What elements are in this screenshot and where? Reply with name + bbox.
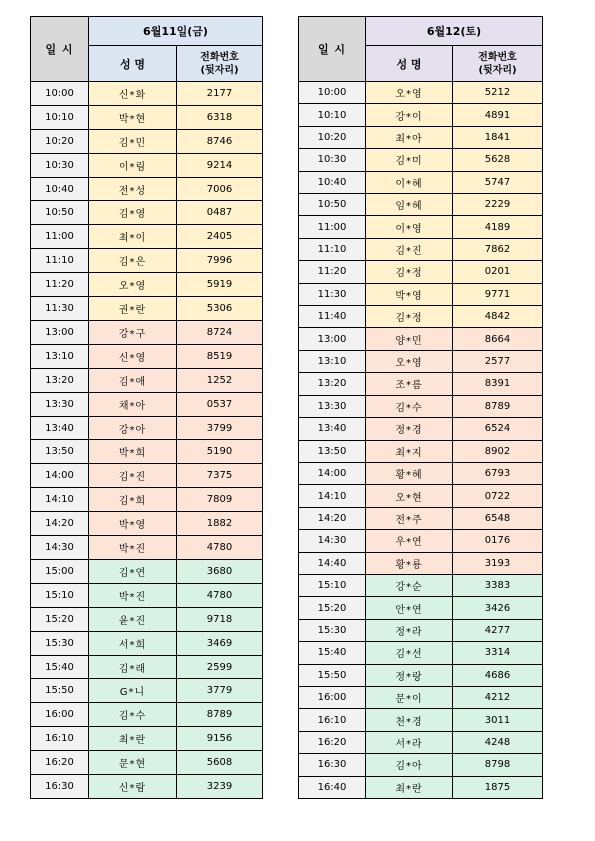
time-cell: 14:20 (299, 508, 365, 529)
time-cell: 14:30 (299, 530, 365, 551)
phone-cell: 4189 (453, 216, 542, 237)
phone-cell: 8664 (453, 328, 542, 349)
name-cell: 김*아 (366, 754, 452, 775)
time-cell: 10:50 (31, 201, 88, 224)
name-cell: 박*영 (366, 284, 452, 305)
time-cell: 10:10 (299, 104, 365, 125)
time-cell: 14:00 (299, 463, 365, 484)
name-cell: 오*영 (89, 273, 176, 296)
name-cell: 문*이 (366, 687, 452, 708)
time-cell: 15:40 (299, 642, 365, 663)
phone-cell: 1875 (453, 777, 542, 798)
name-cell: 김*진 (366, 239, 452, 260)
phone-header-line2: (뒷자리) (200, 64, 239, 76)
time-cell: 11:10 (31, 249, 88, 272)
time-cell: 15:30 (299, 620, 365, 641)
name-cell: 황*룡 (366, 553, 452, 574)
time-cell: 15:10 (31, 584, 88, 607)
phone-cell: 7375 (177, 464, 262, 487)
name-cell: 서*라 (366, 732, 452, 753)
time-cell: 10:00 (31, 82, 88, 105)
name-cell: 안*연 (366, 597, 452, 618)
name-cell: 박*영 (89, 512, 176, 535)
phone-cell: 5747 (453, 172, 542, 193)
phone-cell: 2599 (177, 656, 262, 679)
name-cell: 최*란 (89, 727, 176, 750)
phone-cell: 6524 (453, 418, 542, 439)
name-cell: 최*지 (366, 441, 452, 462)
time-cell: 14:10 (299, 485, 365, 506)
name-cell: 김*애 (89, 369, 176, 392)
time-cell: 13:40 (31, 417, 88, 440)
time-cell: 10:00 (299, 82, 365, 103)
phone-cell: 7809 (177, 488, 262, 511)
name-column-header: 성 명 (89, 46, 176, 81)
phone-cell: 2577 (453, 351, 542, 372)
phone-cell: 7862 (453, 239, 542, 260)
time-column-header: 일 시 (299, 17, 365, 81)
time-cell: 11:30 (31, 297, 88, 320)
name-cell: 임*혜 (366, 194, 452, 215)
time-cell: 13:50 (31, 440, 88, 463)
time-cell: 10:20 (299, 127, 365, 148)
time-cell: 13:00 (31, 321, 88, 344)
phone-cell: 3314 (453, 642, 542, 663)
phone-cell: 5608 (177, 751, 262, 774)
name-cell: 강*이 (366, 104, 452, 125)
name-cell: 김*정 (366, 261, 452, 282)
name-cell: 최*이 (89, 225, 176, 248)
phone-cell: 5190 (177, 440, 262, 463)
phone-cell: 4212 (453, 687, 542, 708)
time-cell: 15:10 (299, 575, 365, 596)
phone-cell: 9156 (177, 727, 262, 750)
time-cell: 11:00 (31, 225, 88, 248)
time-cell: 16:30 (31, 775, 88, 798)
name-cell: 신*람 (89, 775, 176, 798)
time-cell: 14:10 (31, 488, 88, 511)
name-cell: 김*선 (366, 642, 452, 663)
name-cell: 김*미 (366, 149, 452, 170)
name-cell: 강*구 (89, 321, 176, 344)
name-cell: 정*랑 (366, 665, 452, 686)
phone-cell: 1841 (453, 127, 542, 148)
name-cell: 권*란 (89, 297, 176, 320)
time-cell: 14:30 (31, 536, 88, 559)
phone-cell: 4780 (177, 536, 262, 559)
phone-cell: 8789 (453, 396, 542, 417)
time-cell: 16:20 (299, 732, 365, 753)
phone-cell: 1252 (177, 369, 262, 392)
phone-cell: 2405 (177, 225, 262, 248)
name-cell: 강*순 (366, 575, 452, 596)
name-cell: 오*영 (366, 351, 452, 372)
name-cell: 채*아 (89, 393, 176, 416)
time-cell: 13:10 (299, 351, 365, 372)
phone-cell: 2177 (177, 82, 262, 105)
phone-cell: 5212 (453, 82, 542, 103)
name-cell: 정*경 (366, 418, 452, 439)
name-cell: 이*혜 (366, 172, 452, 193)
phone-cell: 3383 (453, 575, 542, 596)
date-header: 6월12(토) (366, 17, 542, 45)
time-cell: 11:40 (299, 306, 365, 327)
phone-cell: 3799 (177, 417, 262, 440)
phone-cell: 8391 (453, 373, 542, 394)
time-cell: 14:00 (31, 464, 88, 487)
time-cell: 13:20 (31, 369, 88, 392)
name-cell: 김*정 (366, 306, 452, 327)
time-cell: 14:40 (299, 553, 365, 574)
name-cell: 이*영 (366, 216, 452, 237)
name-cell: 김*연 (89, 560, 176, 583)
time-cell: 13:00 (299, 328, 365, 349)
time-cell: 16:30 (299, 754, 365, 775)
time-cell: 13:50 (299, 441, 365, 462)
phone-cell: 3680 (177, 560, 262, 583)
name-cell: 정*라 (366, 620, 452, 641)
name-cell: 김*수 (89, 703, 176, 726)
time-cell: 11:00 (299, 216, 365, 237)
phone-cell: 8746 (177, 130, 262, 153)
time-cell: 13:40 (299, 418, 365, 439)
name-column-header: 성 명 (366, 46, 452, 81)
name-cell: 김*수 (366, 396, 452, 417)
time-cell: 13:30 (31, 393, 88, 416)
phone-cell: 3011 (453, 709, 542, 730)
time-cell: 13:10 (31, 345, 88, 368)
name-cell: 김*진 (89, 464, 176, 487)
time-cell: 13:30 (299, 396, 365, 417)
phone-cell: 8798 (453, 754, 542, 775)
time-cell: 15:20 (299, 597, 365, 618)
name-cell: 신*영 (89, 345, 176, 368)
phone-cell: 4842 (453, 306, 542, 327)
phone-cell: 8789 (177, 703, 262, 726)
time-cell: 16:40 (299, 777, 365, 798)
name-cell: 김*민 (89, 130, 176, 153)
phone-cell: 8902 (453, 441, 542, 462)
name-cell: 서*희 (89, 632, 176, 655)
phone-cell: 0201 (453, 261, 542, 282)
phone-cell: 8519 (177, 345, 262, 368)
date-header: 6월11일(금) (89, 17, 262, 45)
phone-column-header (453, 46, 542, 81)
time-cell: 10:20 (31, 130, 88, 153)
name-cell: 천*경 (366, 709, 452, 730)
name-cell: 김*영 (89, 201, 176, 224)
time-cell: 15:30 (31, 632, 88, 655)
phone-cell: 6793 (453, 463, 542, 484)
time-cell: 16:20 (31, 751, 88, 774)
name-cell: 박*현 (89, 106, 176, 129)
time-cell: 10:30 (31, 154, 88, 177)
phone-cell: 3193 (453, 553, 542, 574)
phone-cell: 6318 (177, 106, 262, 129)
name-cell: 최*아 (366, 127, 452, 148)
phone-cell: 9771 (453, 284, 542, 305)
phone-cell: 0722 (453, 485, 542, 506)
phone-cell: 3469 (177, 632, 262, 655)
phone-column-header (177, 46, 262, 81)
time-cell: 16:10 (299, 709, 365, 730)
time-cell: 10:40 (31, 178, 88, 201)
phone-cell: 4891 (453, 104, 542, 125)
time-cell: 14:20 (31, 512, 88, 535)
name-cell: G*니 (89, 679, 176, 702)
time-cell: 15:50 (299, 665, 365, 686)
phone-cell: 1882 (177, 512, 262, 535)
phone-cell: 3779 (177, 679, 262, 702)
phone-cell: 5628 (453, 149, 542, 170)
phone-cell: 9214 (177, 154, 262, 177)
schedule-table (298, 16, 543, 799)
name-cell: 이*림 (89, 154, 176, 177)
phone-cell: 7006 (177, 178, 262, 201)
name-cell: 전*주 (366, 508, 452, 529)
name-cell: 우*연 (366, 530, 452, 551)
time-column-header: 일 시 (31, 17, 88, 81)
time-cell: 15:40 (31, 656, 88, 679)
phone-header-line1: 전화번호 (478, 51, 517, 63)
phone-cell: 4780 (177, 584, 262, 607)
name-cell: 강*아 (89, 417, 176, 440)
time-cell: 10:50 (299, 194, 365, 215)
phone-cell: 3239 (177, 775, 262, 798)
time-cell: 11:20 (299, 261, 365, 282)
time-cell: 15:50 (31, 679, 88, 702)
name-cell: 전*성 (89, 178, 176, 201)
name-cell: 황*혜 (366, 463, 452, 484)
name-cell: 조*름 (366, 373, 452, 394)
name-cell: 양*민 (366, 328, 452, 349)
phone-header-line1: 전화번호 (200, 51, 239, 63)
phone-cell: 4248 (453, 732, 542, 753)
phone-cell: 5306 (177, 297, 262, 320)
time-cell: 11:20 (31, 273, 88, 296)
time-cell: 15:20 (31, 608, 88, 631)
phone-cell: 5919 (177, 273, 262, 296)
name-cell: 박*진 (89, 536, 176, 559)
name-cell: 신*화 (89, 82, 176, 105)
name-cell: 문*현 (89, 751, 176, 774)
phone-cell: 9718 (177, 608, 262, 631)
name-cell: 오*현 (366, 485, 452, 506)
time-cell: 11:10 (299, 239, 365, 260)
time-cell: 16:00 (299, 687, 365, 708)
phone-cell: 3426 (453, 597, 542, 618)
phone-header-line2: (뒷자리) (478, 64, 517, 76)
time-cell: 10:10 (31, 106, 88, 129)
name-cell: 박*진 (89, 584, 176, 607)
time-cell: 11:30 (299, 284, 365, 305)
time-cell: 10:40 (299, 172, 365, 193)
time-cell: 16:10 (31, 727, 88, 750)
name-cell: 김*래 (89, 656, 176, 679)
phone-cell: 7996 (177, 249, 262, 272)
phone-cell: 6548 (453, 508, 542, 529)
time-cell: 13:20 (299, 373, 365, 394)
phone-cell: 0176 (453, 530, 542, 551)
phone-cell: 4686 (453, 665, 542, 686)
phone-cell: 4277 (453, 620, 542, 641)
name-cell: 김*희 (89, 488, 176, 511)
name-cell: 윤*진 (89, 608, 176, 631)
phone-cell: 8724 (177, 321, 262, 344)
name-cell: 김*은 (89, 249, 176, 272)
phone-cell: 2229 (453, 194, 542, 215)
name-cell: 박*희 (89, 440, 176, 463)
time-cell: 16:00 (31, 703, 88, 726)
time-cell: 15:00 (31, 560, 88, 583)
phone-cell: 0537 (177, 393, 262, 416)
time-cell: 10:30 (299, 149, 365, 170)
name-cell: 최*란 (366, 777, 452, 798)
name-cell: 오*영 (366, 82, 452, 103)
schedule-table (30, 16, 263, 799)
phone-cell: 0487 (177, 201, 262, 224)
